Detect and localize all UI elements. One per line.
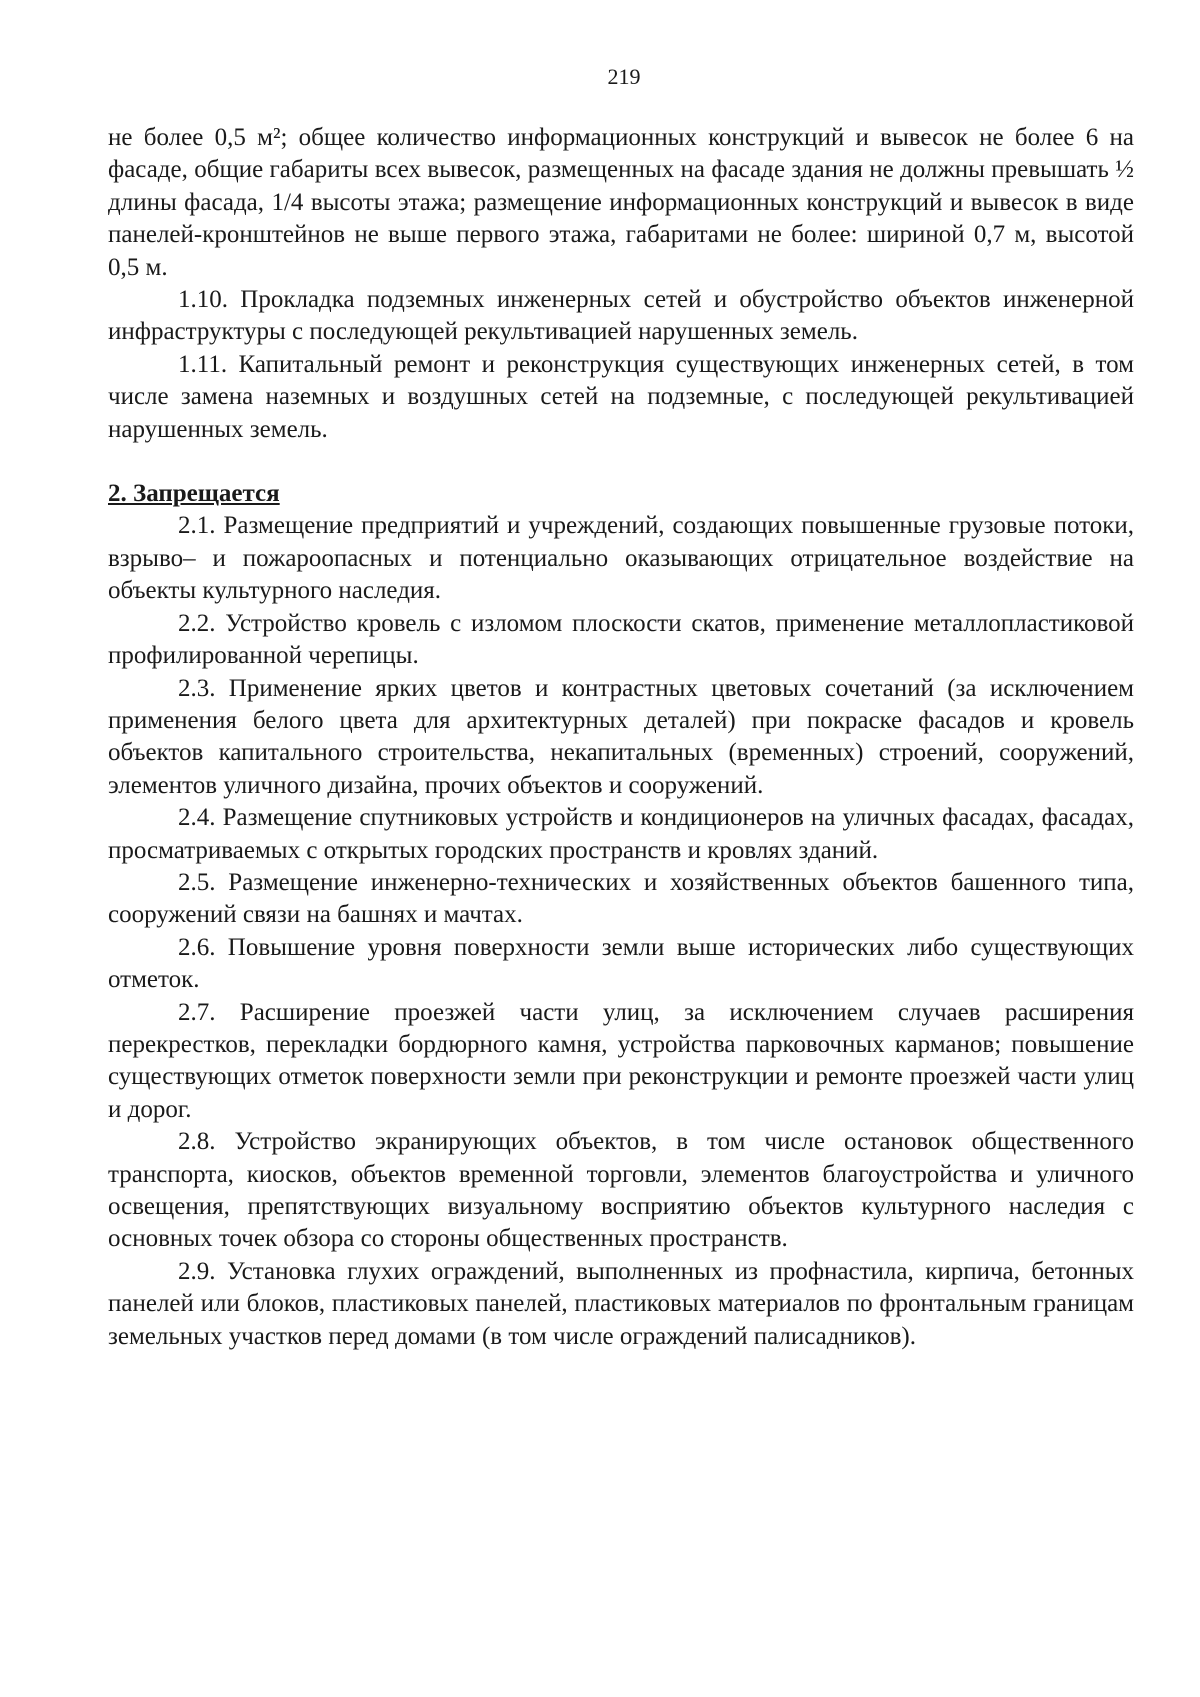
item-2-1: 2.1. Размещение предприятий и учреждений, создающих повышенные грузовые потоки, взрыво– и пожароопасных и потенциально оказывающих отрицательное воздействие на объекты культурного наследия. [108, 512, 1134, 605]
item-2-4: 2.4. Размещение спутниковых устройств и кондиционеров на уличных фасадах, фасадах, просматриваемых с открытых городских пространств и кровлях зданий. [108, 804, 1134, 864]
section-2-heading: 2. Запрещается [108, 480, 280, 508]
intro-paragraph: не более 0,5 м²; общее количество информационных конструкций и вывесок не более 6 на фасаде, общие габариты всех вывесок, размещенных на фасаде здания не должны превышать ½ длины фасада, 1/4 высоты этажа; размещение информационных конструкций и вывесок в виде панелей-кронштейнов не выше первого этажа, габаритами не более: шириной 0,7 м, высотой 0,5 м. [108, 124, 1134, 281]
item-2-9: 2.9. Установка глухих ограждений, выполненных из профнастила, кирпича, бетонных панелей или блоков, пластиковых панелей, пластиковых материалов по фронтальным границам земельных участков перед домами (в том числе ограждений палисадников). [108, 1257, 1134, 1350]
section-gap [108, 446, 1134, 478]
item-2-2: 2.2. Устройство кровель с изломом плоскости скатов, применение металлопластиковой профилированной черепицы. [108, 609, 1134, 670]
item-1-10: 1.10. Прокладка подземных инженерных сетей и обустройство объектов инженерной инфраструктуры с последующей рекультивацией нарушенных земель. [108, 286, 1134, 346]
page-number: 219 [607, 64, 641, 89]
item-2-8: 2.8. Устройство экранирующих объектов, в том числе остановок общественного транспорта, киосков, объектов временной торговли, элементов благоустройства и уличного освещения, препятствующих визуальному восприятию объектов культурного наследия с основных точек обзора со стороны общественных пространств. [108, 1128, 1134, 1253]
item-2-6: 2.6. Повышение уровня поверхности земли выше исторических либо существующих отметок. [108, 933, 1134, 994]
item-2-3: 2.3. Применение ярких цветов и контрастных цветовых сочетаний (за исключением применения белого цвета для архитектурных деталей) при покраске фасадов и кровель объектов капитального строительства, некапитальных (временных) строений, сооружений, элементов уличного дизайна, прочих объектов и сооружений. [108, 674, 1134, 799]
item-2-7: 2.7. Расширение проезжей части улиц, за исключением случаев расширения перекрестков, перекладки бордюрного камня, устройства парковочных карманов; повышение существующих отметок поверхности земли при реконструкции и ремонте проезжей части улиц и дорог. [108, 998, 1134, 1123]
item-2-5: 2.5. Размещение инженерно-технических и хозяйственных объектов башенного типа, сооружений связи на башнях и мачтах. [108, 868, 1134, 929]
item-1-11: 1.11. Капитальный ремонт и реконструкция существующих инженерных сетей, в том числе замена наземных и воздушных сетей на подземные, с последующей рекультивацией нарушенных земель. [108, 350, 1134, 443]
document-body [108, 122, 1134, 1353]
